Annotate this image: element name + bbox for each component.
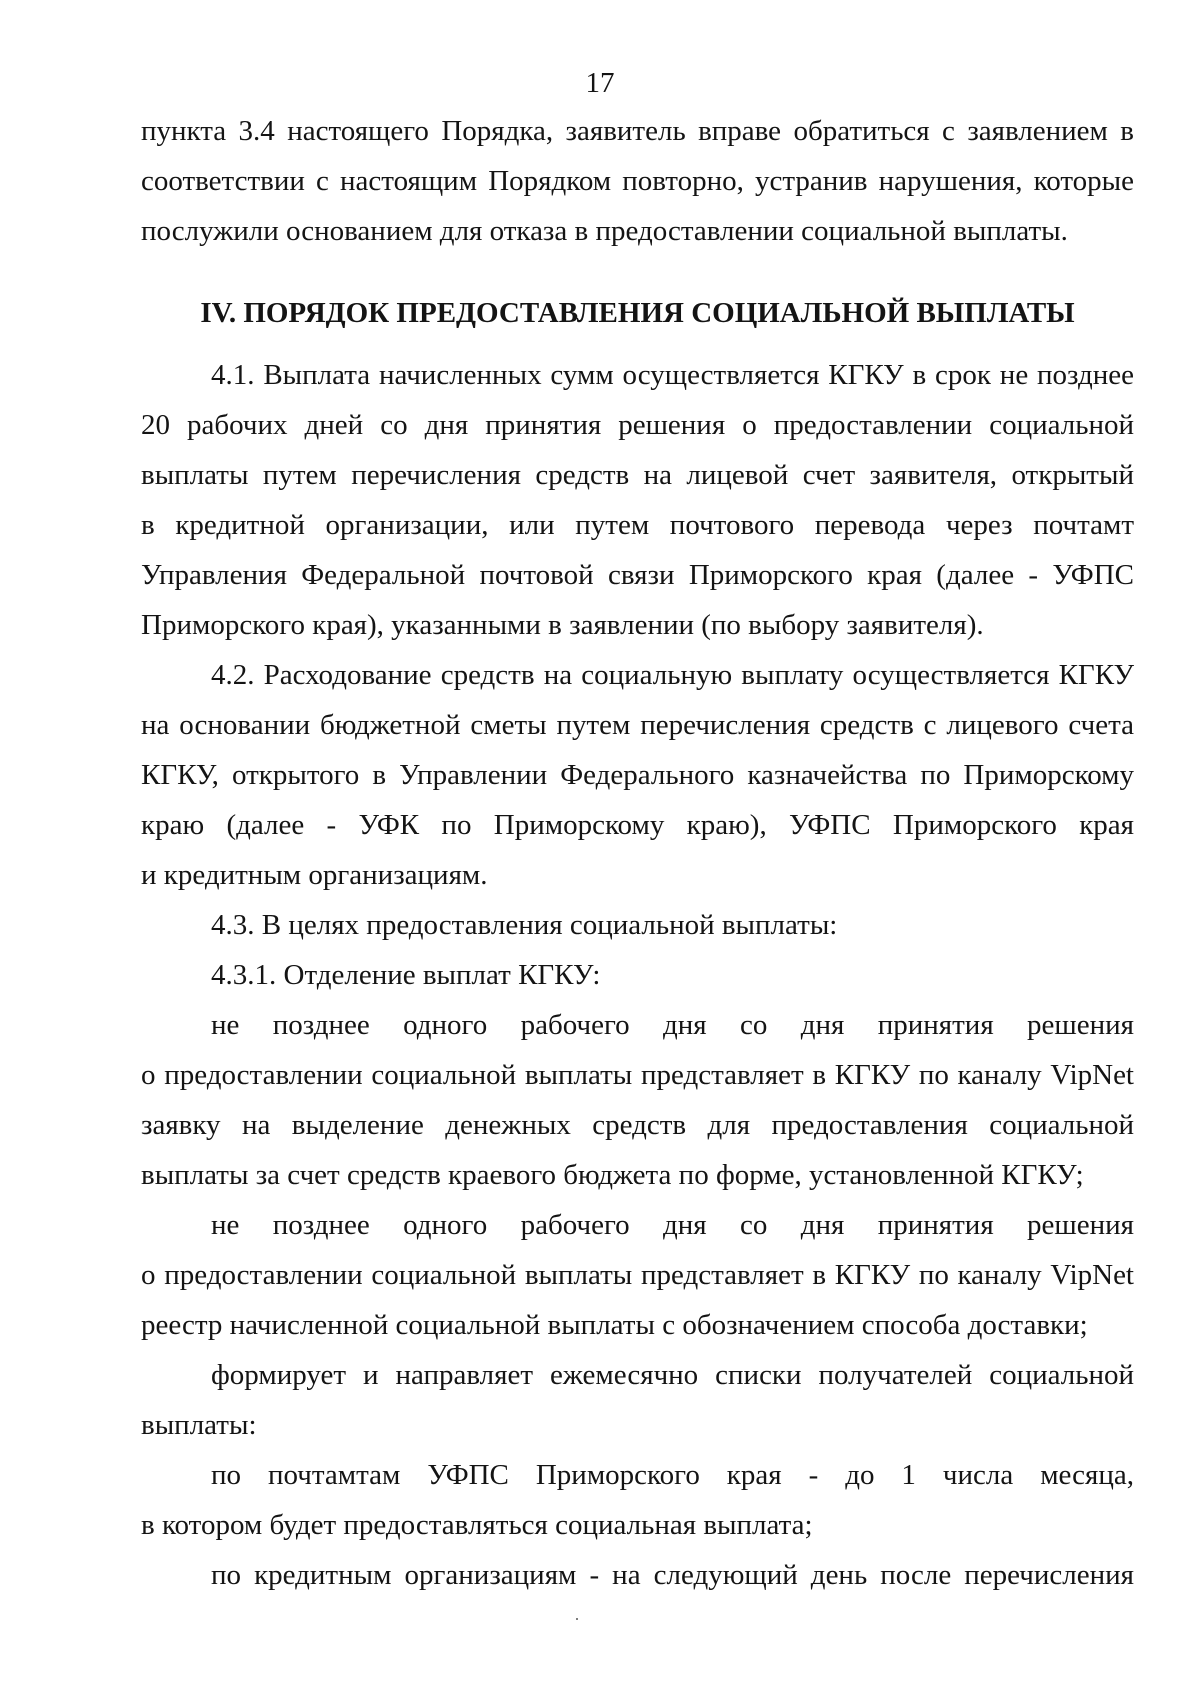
intro-paragraph <box>141 106 1134 256</box>
text-line: пункта 3.4 настоящего Порядка, заявитель вправе обратиться с заявлением в <box>141 115 1134 147</box>
text-line: 4.1. Выплата начисленных сумм осуществляется КГКУ в срок не позднее <box>211 359 1134 391</box>
page-number: 17 <box>585 67 615 99</box>
text-line: о предоставлении социальной выплаты представляет в КГКУ по каналу VipNet <box>141 1059 1134 1091</box>
text-line: 20 рабочих дней со дня принятия решения о предоставлении социальной <box>141 409 1134 441</box>
text-line: 4.3. В целях предоставления социальной выплаты: <box>211 909 838 941</box>
text-line: реестр начисленной социальной выплаты с обозначением способа доставки; <box>141 1309 1088 1341</box>
paragraph-4-1 <box>141 350 1134 650</box>
text-line: КГКУ, открытого в Управлении Федерального казначейства по Приморскому <box>141 759 1134 791</box>
text-line: выплаты путем перечисления средств на лицевой счет заявителя, открытый <box>141 459 1134 491</box>
text-line: в котором будет предоставляться социальная выплата; <box>141 1509 813 1541</box>
text-line: не позднее одного рабочего дня со дня принятия решения <box>211 1209 1134 1241</box>
text-line: выплаты за счет средств краевого бюджета по форме, установленной КГКУ; <box>141 1159 1084 1191</box>
lists-item-paragraph <box>141 1350 1134 1450</box>
text-line: формирует и направляет ежемесячно списки получателей социальной <box>211 1359 1134 1391</box>
text-line: в кредитной организации, или путем почтового перевода через почтамт <box>141 509 1134 541</box>
paragraph-4-3 <box>141 900 1134 950</box>
text-line: на основании бюджетной сметы путем перечисления средств с лицевого счета <box>141 709 1134 741</box>
text-line: о предоставлении социальной выплаты представляет в КГКУ по каналу VipNet <box>141 1259 1134 1291</box>
text-line: не позднее одного рабочего дня со дня принятия решения <box>211 1009 1134 1041</box>
text-line: послужили основанием для отказа в предоставлении социальной выплаты. <box>141 215 1068 247</box>
text-line: выплаты: <box>141 1409 257 1441</box>
credit-organizations-item-paragraph <box>141 1550 1134 1600</box>
section-heading: IV. ПОРЯДОК ПРЕДОСТАВЛЕНИЯ СОЦИАЛЬНОЙ ВЫПЛАТЫ <box>200 297 1075 329</box>
text-line: краю (далее - УФК по Приморскому краю), УФПС Приморского края <box>141 809 1134 841</box>
scan-speck <box>576 1618 578 1620</box>
text-line: 4.2. Расходование средств на социальную выплату осуществляется КГКУ <box>211 659 1134 691</box>
text-line: по почтамтам УФПС Приморского края - до 1 числа месяца, <box>211 1459 1134 1491</box>
text-line: соответствии с настоящим Порядком повторно, устранив нарушения, которые <box>141 165 1134 197</box>
paragraph-4-3-1 <box>141 950 1134 1000</box>
text-line: 4.3.1. Отделение выплат КГКУ: <box>211 959 601 991</box>
text-line: по кредитным организациям - на следующий день после перечисления <box>211 1559 1134 1591</box>
text-line: Приморского края), указанными в заявлении (по выбору заявителя). <box>141 609 984 641</box>
text-line: и кредитным организациям. <box>141 859 488 891</box>
request-item-paragraph <box>141 1000 1134 1200</box>
text-line: Управления Федеральной почтовой связи Приморского края (далее - УФПС <box>141 559 1134 591</box>
registry-item-paragraph <box>141 1200 1134 1350</box>
paragraph-4-2 <box>141 650 1134 900</box>
document-body <box>141 106 1134 1600</box>
post-offices-item-paragraph <box>141 1450 1134 1550</box>
text-line: заявку на выделение денежных средств для предоставления социальной <box>141 1109 1134 1141</box>
